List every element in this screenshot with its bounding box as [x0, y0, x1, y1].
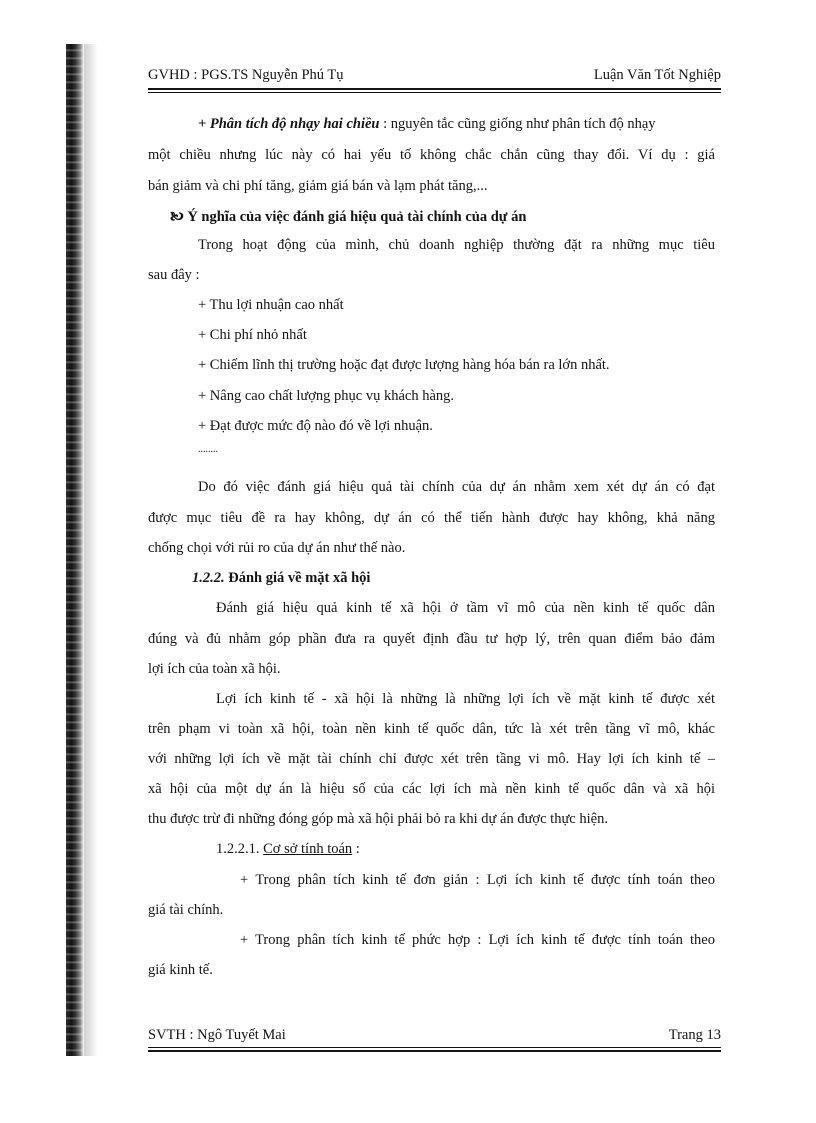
paragraph-1-line-1: + Phân tích độ nhạy hai chiều : nguyên tắc cũng giống như phân tích độ nhạy [198, 116, 656, 132]
paragraph-5-line-3: với những lợi ích về mặt tài chính chỉ được xét trên tầng vi mô. Hay lợi ích kinh tế – [148, 751, 715, 767]
subsection-title: Cơ sở tính toán [263, 841, 353, 857]
paragraph-3-line-2: được mục tiêu đề ra hay không, dự án có thể tiến hành được hay không, khả năng [148, 510, 715, 526]
header-rule [148, 88, 721, 90]
scan-binding-edge [66, 44, 84, 1056]
paragraph-6-line-1: + Trong phân tích kinh tế đơn giản : Lợi ích kinh tế được tính toán theo [240, 872, 715, 888]
page-header [148, 63, 721, 87]
header-advisor: GVHD : PGS.TS Nguyễn Phú Tụ [148, 67, 344, 83]
paragraph-4-line-1: Đánh giá hiệu quả kinh tế xã hội ở tầm vĩ mô của nền kinh tế quốc dân [216, 600, 715, 616]
paragraph-2-line-1: Trong hoạt động của mình, chủ doanh nghiệp thường đặt ra những mục tiêu [198, 237, 715, 253]
scan-binding-shadow [84, 44, 98, 1056]
page-number: Trang 13 [668, 1027, 721, 1043]
paragraph-7-line-1: + Trong phân tích kinh tế phức hợp : Lợi ích kinh tế được tính toán theo [240, 932, 715, 948]
subsection-heading: 1.2.2.1. Cơ sở tính toán : [216, 841, 360, 857]
section-number: 1.2.2. [192, 570, 225, 586]
paragraph-3-line-1: Do đó việc đánh giá hiệu quả tài chính của dự án nhằm xem xét dự án có đạt [198, 479, 715, 495]
section-heading-social: 1.2.2. Đánh giá về mặt xã hội [192, 570, 371, 586]
paragraph-1-line-2: một chiều nhưng lúc này có hai yếu tố không chắc chắn cũng thay đổi. Ví dụ : giá [148, 147, 715, 163]
page-footer [148, 1027, 721, 1049]
section-heading-financial: 🙤 Ý nghĩa của việc đánh giá hiệu quả tài chính của dự án [170, 209, 527, 225]
paragraph-3-line-3: chống chọi với rủi ro của dự án như thế nào. [148, 540, 406, 556]
paragraph-5-line-5: thu được trừ đi những đóng góp mà xã hội phải bỏ ra khi dự án được thực hiện. [148, 811, 608, 827]
paragraph-2-line-2: sau đây : [148, 267, 200, 283]
footer-rule-thin [148, 1047, 721, 1048]
pointing-hand-icon: 🙤 [170, 210, 184, 225]
sensitivity-label: + Phân tích độ nhạy hai chiều [198, 116, 380, 132]
header-thesis-title: Luận Văn Tốt Nghiệp [593, 67, 721, 83]
list-item: + Chi phí nhỏ nhất [198, 327, 307, 343]
paragraph-5-line-1: Lợi ích kinh tế - xã hội là những là những lợi ích về mặt kinh tế được xét [216, 691, 715, 707]
paragraph-5-line-4: xã hội của một dự án là hiệu số của các lợi ích mà nền kinh tế quốc dân và xã hội [148, 781, 715, 797]
list-item: + Đạt được mức độ nào đó về lợi nhuận. [198, 418, 433, 434]
footer-student: SVTH : Ngô Tuyết Mai [148, 1027, 286, 1043]
header-rule-thin [148, 92, 721, 93]
paragraph-6-line-2: giá tài chính. [148, 902, 224, 918]
paragraph-7-line-2: giá kinh tế. [148, 962, 213, 978]
footer-rule [148, 1050, 721, 1052]
list-item: + Nâng cao chất lượng phục vụ khách hàng. [198, 388, 455, 404]
list-item: + Chiếm lĩnh thị trường hoặc đạt được lượng hàng hóa bán ra lớn nhất. [198, 357, 610, 373]
list-ellipsis: ........ [198, 444, 218, 455]
paragraph-1-line-3: bán giảm và chi phí tăng, giảm giá bán và lạm phát tăng,... [148, 178, 488, 194]
paragraph-5-line-2: trên phạm vi toàn xã hội, toàn nền kinh tế quốc dân, tức là xét trên tầng vĩ mô, khác [148, 721, 715, 737]
paragraph-4-line-3: lợi ích của toàn xã hội. [148, 661, 281, 677]
paragraph-4-line-2: đúng và đủ nhằm góp phần đưa ra quyết định đầu tư hợp lý, trên quan điểm bảo đảm [148, 631, 715, 647]
list-item: + Thu lợi nhuận cao nhất [198, 297, 344, 313]
